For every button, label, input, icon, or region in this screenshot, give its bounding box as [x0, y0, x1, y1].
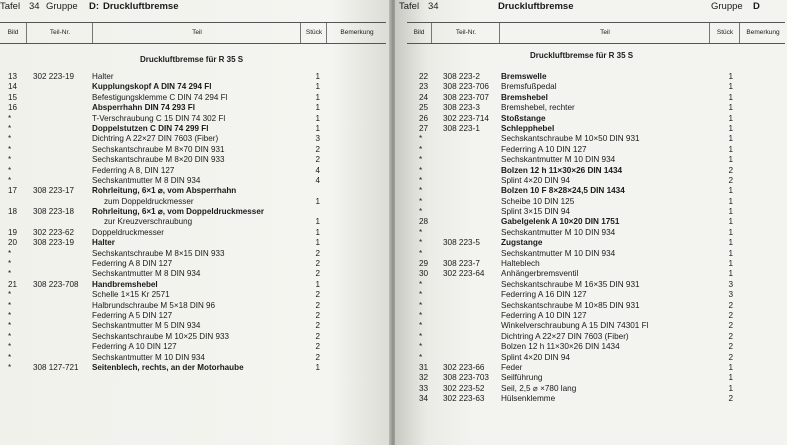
table-row [407, 301, 785, 311]
row-teil: Doppelstutzen C DIN 74 299 Fl [92, 123, 209, 133]
table-row [407, 332, 785, 342]
row-stueck: 4 [315, 165, 320, 175]
row-bild: * [419, 175, 423, 185]
table-row [0, 207, 386, 217]
table-row [0, 186, 386, 196]
row-teil: Sechskantmutter M 5 DIN 934 [92, 321, 201, 331]
row-teil: Feder [501, 362, 523, 372]
table-row [407, 186, 785, 196]
row-teil: Sechskantmutter M 8 DIN 934 [92, 175, 201, 185]
row-teil: Federring A 10 DIN 127 [501, 310, 587, 320]
row-teil: Federring A 10 DIN 127 [501, 144, 587, 154]
row-bild: * [419, 155, 423, 165]
row-bild: * [8, 269, 12, 279]
row-bild: * [8, 342, 12, 352]
row-stueck: 2 [315, 259, 320, 269]
table-row [0, 228, 386, 238]
row-bild: 26 [419, 113, 429, 123]
row-stueck: 1 [728, 123, 733, 133]
row-teil: Halter [92, 72, 114, 81]
row-stueck: 1 [728, 207, 733, 217]
row-teil: Anhängerbremsventil [501, 269, 579, 279]
right-page-header [395, 0, 787, 14]
row-bild: 30 [419, 269, 429, 279]
row-teil: Sechskantschraube M 8×20 DIN 933 [92, 155, 225, 165]
row-teil: Halter [92, 238, 115, 248]
table-row [407, 155, 785, 165]
col-bild: Bild [413, 29, 425, 36]
row-teil: Federring A 10 DIN 127 [92, 342, 177, 352]
row-teil-nr: 302 223-52 [443, 383, 485, 393]
row-stueck: 2 [728, 394, 733, 404]
row-bild: * [419, 300, 423, 310]
row-stueck: 1 [315, 103, 320, 113]
row-teil: Sechskantschraube M 8×15 DIN 933 [92, 248, 225, 258]
col-stueck: Stück [300, 23, 327, 43]
row-teil-nr: 308 223-1 [443, 123, 480, 133]
row-stueck: 2 [315, 269, 320, 279]
table-row [407, 134, 785, 144]
row-teil: Zugstange [501, 238, 543, 248]
row-teil-nr: 308 223-708 [33, 279, 79, 289]
row-stueck: 2 [728, 300, 733, 310]
row-teil: Halteblech [501, 259, 540, 269]
tafel-label: Tafel [0, 1, 21, 12]
row-bild: 22 [419, 72, 429, 81]
row-teil-nr: 308 127-721 [33, 362, 79, 372]
row-stueck: 1 [315, 72, 320, 81]
table-row [0, 114, 386, 124]
col-bemerkung: Bemerkung [326, 23, 387, 43]
table-row [0, 290, 386, 300]
row-teil-nr: 308 223-7 [443, 259, 480, 269]
row-stueck: 1 [728, 373, 733, 383]
table-row [407, 176, 785, 186]
row-stueck: 1 [728, 92, 733, 102]
row-stueck: 1 [315, 238, 320, 248]
row-bild: * [8, 144, 12, 154]
row-teil-nr: 308 223-707 [443, 92, 489, 102]
row-teil: Befestigungsklemme C DIN 74 294 Fl [92, 92, 228, 102]
row-stueck: 2 [315, 144, 320, 154]
row-bild: * [419, 331, 423, 341]
col-bemerkung: Bemerkung [739, 23, 786, 43]
row-teil: Federring A 8, DIN 127 [92, 165, 175, 175]
row-teil: Bolzen 12 h 11×30×26 DIN 1434 [501, 342, 620, 352]
table-row [407, 93, 785, 103]
row-teil: zur Kreuzverschraubung [104, 217, 193, 227]
row-bild: * [419, 186, 423, 196]
row-bild: * [8, 321, 12, 331]
row-stueck: 1 [728, 259, 733, 269]
row-bild: * [419, 196, 423, 206]
row-bild: * [8, 352, 12, 362]
row-teil: Schelle 1×15 Kr 2571 [92, 290, 170, 300]
row-teil: Handbremshebel [92, 279, 158, 289]
table-row [407, 342, 785, 352]
table-row [407, 82, 785, 92]
row-stueck: 2 [728, 165, 733, 175]
row-teil: Sechskantschraube M 10×50 DIN 931 [501, 134, 640, 144]
table-row [407, 373, 785, 383]
row-teil: Federring A 16 DIN 127 [501, 290, 587, 300]
row-stueck: 2 [315, 155, 320, 165]
table-row [0, 249, 386, 259]
row-bild: 31 [419, 362, 429, 372]
row-bild: * [419, 227, 423, 237]
row-stueck: 1 [315, 82, 320, 92]
table-row [407, 103, 785, 113]
row-bild: * [8, 165, 12, 175]
row-stueck: 1 [728, 82, 733, 92]
row-teil-nr: 308 223-3 [443, 103, 480, 113]
row-bild: 34 [419, 394, 429, 404]
row-teil: Bremsfußpedal [501, 82, 557, 92]
parts-list [407, 72, 785, 405]
gruppe-label: Gruppe [711, 1, 743, 12]
row-stueck: 1 [728, 227, 733, 237]
row-stueck: 1 [728, 134, 733, 144]
col-stueck: Stück [709, 23, 740, 43]
row-teil: Sechskantschraube M 8×70 DIN 931 [92, 144, 225, 154]
row-teil: Schlepphebel [501, 123, 555, 133]
row-teil: Sechskantschraube M 16×35 DIN 931 [501, 279, 640, 289]
row-bild: 28 [419, 217, 429, 227]
row-bild: 27 [419, 123, 429, 133]
row-stueck: 1 [315, 217, 320, 227]
table-row [0, 301, 386, 311]
table-row [407, 384, 785, 394]
row-teil: Splint 4×20 DIN 94 [501, 352, 570, 362]
row-bild: 14 [8, 82, 18, 92]
row-stueck: 2 [728, 310, 733, 320]
left-page-header [0, 0, 391, 14]
table-row [407, 311, 785, 321]
row-teil: Rohrleitung, 6×1 ⌀, vom Absperrhahn [92, 186, 237, 196]
row-stueck: 2 [315, 248, 320, 258]
row-teil: Dichtring A 22×27 DIN 7603 (Fiber) [92, 134, 219, 144]
table-row [0, 134, 386, 144]
table-row [407, 166, 785, 176]
row-teil-nr: 302 223-62 [33, 227, 74, 237]
row-teil: zum Doppeldruckmesser [104, 196, 194, 206]
row-stueck: 1 [315, 279, 320, 289]
row-bild: * [419, 165, 423, 175]
col-bild: Bild [7, 29, 19, 36]
row-stueck: 1 [728, 248, 733, 258]
row-stueck: 1 [315, 92, 320, 102]
table-row [0, 311, 386, 321]
gruppe-label: Gruppe [46, 1, 78, 12]
row-bild: * [419, 290, 423, 300]
table-row [0, 145, 386, 155]
section-title: Druckluftbremse für R 35 S [530, 51, 634, 60]
row-teil: Hülsenklemme [501, 394, 556, 404]
row-teil: Sechskantmutter M 10 DIN 934 [501, 155, 616, 165]
table-row [407, 197, 785, 207]
table-row [0, 280, 386, 290]
table-row [407, 145, 785, 155]
table-row [407, 217, 785, 227]
table-row [407, 228, 785, 238]
row-stueck: 1 [728, 217, 733, 227]
row-bild: * [8, 113, 12, 123]
column-header-bar [0, 22, 386, 44]
row-teil: Sechskantmutter M 10 DIN 934 [92, 352, 205, 362]
row-teil: Federring A 8 DIN 127 [92, 259, 173, 269]
row-teil-nr: 308 223-706 [443, 82, 489, 92]
row-teil-nr: 308 223-2 [443, 72, 480, 81]
table-row [0, 332, 386, 342]
row-stueck: 4 [315, 175, 320, 185]
row-bild: * [419, 279, 423, 289]
row-teil-nr: 308 223-17 [33, 186, 74, 196]
table-row [407, 207, 785, 217]
row-stueck: 1 [728, 144, 733, 154]
row-stueck: 2 [315, 342, 320, 352]
row-stueck: 2 [728, 321, 733, 331]
table-row [0, 197, 386, 207]
col-teil-nr: Teil-Nr. [26, 23, 93, 43]
row-bild: * [8, 123, 12, 133]
row-bild: * [419, 134, 423, 144]
table-row [407, 363, 785, 373]
row-teil: Scheibe 10 DIN 125 [501, 196, 575, 206]
table-row [0, 103, 386, 113]
row-stueck: 3 [315, 134, 320, 144]
row-teil: Rohrleitung, 6×1 ⌀, vom Doppeldruckmesser [92, 207, 264, 217]
row-stueck: 3 [728, 279, 733, 289]
row-stueck: 1 [315, 196, 320, 206]
table-row [407, 124, 785, 134]
row-teil: Absperrhahn DIN 74 293 Fl [92, 103, 196, 113]
table-row [0, 72, 386, 82]
row-teil-nr: 302 223-66 [443, 362, 485, 372]
row-teil: Gabelgelenk A 10×20 DIN 1751 [501, 217, 620, 227]
table-row [407, 72, 785, 82]
row-stueck: 2 [315, 352, 320, 362]
table-row [0, 166, 386, 176]
parts-list [0, 72, 386, 373]
row-stueck: 2 [315, 331, 320, 341]
row-bild: 19 [8, 227, 18, 237]
row-stueck: 1 [315, 123, 320, 133]
row-bild: 33 [419, 383, 429, 393]
left-page [0, 0, 391, 445]
row-teil: Sechskantmutter M 10 DIN 934 [501, 227, 616, 237]
row-bild: 16 [8, 103, 18, 113]
row-bild: * [419, 238, 423, 248]
row-stueck: 2 [315, 321, 320, 331]
row-stueck: 1 [728, 186, 733, 196]
row-bild: * [419, 352, 423, 362]
row-stueck: 2 [728, 331, 733, 341]
row-stueck: 1 [728, 362, 733, 372]
row-stueck: 1 [315, 227, 320, 237]
row-stueck: 1 [728, 269, 733, 279]
row-bild: * [419, 144, 423, 154]
row-teil: Seitenblech, rechts, an der Motorhaube [92, 362, 244, 372]
section-title: Druckluftbremse für R 35 S [140, 55, 244, 64]
row-teil: Seil, 2,5 ⌀ ×780 lang [501, 383, 577, 393]
table-row [0, 176, 386, 186]
row-bild: 13 [8, 72, 18, 81]
row-teil-nr: 302 223-63 [443, 394, 485, 404]
row-teil: Sechskantschraube M 10×25 DIN 933 [92, 331, 230, 341]
table-row [0, 259, 386, 269]
page-title: Druckluftbremse [498, 1, 574, 12]
row-teil-nr: 308 223-19 [33, 238, 74, 248]
row-bild: * [419, 248, 423, 258]
row-teil: Bremswelle [501, 72, 547, 81]
row-teil: Sechskantschraube M 10×85 DIN 931 [501, 300, 640, 310]
row-teil: Sechskantmutter M 10 DIN 934 [501, 248, 616, 258]
col-teil: Teil [92, 23, 301, 43]
row-bild: * [419, 310, 423, 320]
row-teil-nr: 302 223-19 [33, 72, 74, 81]
row-bild: * [8, 300, 12, 310]
row-stueck: 1 [728, 72, 733, 81]
row-stueck: 1 [728, 103, 733, 113]
gruppe-letter: D: [89, 1, 100, 12]
row-teil: T-Verschraubung C 15 DIN 74 302 Fl [92, 113, 226, 123]
row-teil: Bolzen 10 F 8×28×24,5 DIN 1434 [501, 186, 625, 196]
row-teil: Splint 4×20 DIN 94 [501, 175, 570, 185]
row-stueck: 2 [728, 342, 733, 352]
page-title: Druckluftbremse [103, 1, 179, 12]
table-row [0, 155, 386, 165]
row-teil-nr: 308 223-18 [33, 207, 74, 217]
row-stueck: 1 [315, 362, 320, 372]
row-teil: Halbrundschraube M 5×18 DIN 96 [92, 300, 216, 310]
row-stueck: 1 [728, 238, 733, 248]
table-row [0, 238, 386, 248]
table-row [0, 342, 386, 352]
row-bild: * [8, 259, 12, 269]
row-stueck: 1 [728, 155, 733, 165]
row-bild: * [8, 310, 12, 320]
row-stueck: 3 [728, 290, 733, 300]
table-row [407, 238, 785, 248]
table-row [0, 321, 386, 331]
table-row [0, 217, 386, 227]
table-row [407, 249, 785, 259]
row-bild: 32 [419, 373, 429, 383]
column-header-bar [407, 22, 785, 44]
table-row [0, 124, 386, 134]
col-teil-nr: Teil-Nr. [431, 23, 500, 43]
row-teil-nr: 302 223-714 [443, 113, 489, 123]
row-bild: 25 [419, 103, 429, 113]
row-bild: 23 [419, 82, 429, 92]
row-bild: * [8, 134, 12, 144]
row-teil: Splint 3×15 DIN 94 [501, 207, 570, 217]
table-row [407, 353, 785, 363]
row-bild: * [419, 207, 423, 217]
table-row [407, 321, 785, 331]
row-teil: Bremshebel [501, 92, 548, 102]
row-teil-nr: 308 223-5 [443, 238, 480, 248]
row-stueck: 2 [728, 352, 733, 362]
row-teil: Seilführung [501, 373, 543, 383]
row-stueck: 2 [315, 310, 320, 320]
row-teil: Kupplungskopf A DIN 74 294 Fl [92, 82, 212, 92]
row-bild: 18 [8, 207, 18, 217]
table-row [0, 82, 386, 92]
row-stueck: 2 [728, 175, 733, 185]
row-teil: Stoßstange [501, 113, 546, 123]
table-row [407, 269, 785, 279]
row-teil-nr: 308 223-703 [443, 373, 489, 383]
row-stueck: 1 [315, 113, 320, 123]
row-bild: * [8, 290, 12, 300]
row-bild: * [8, 175, 12, 185]
row-bild: 21 [8, 279, 18, 289]
row-teil: Federring A 5 DIN 127 [92, 310, 173, 320]
row-bild: * [8, 155, 12, 165]
row-bild: 29 [419, 259, 429, 269]
row-teil: Bolzen 12 h 11×30×26 DIN 1434 [501, 165, 623, 175]
col-teil: Teil [499, 23, 710, 43]
row-bild: 24 [419, 92, 429, 102]
row-teil-nr: 302 223-64 [443, 269, 485, 279]
table-row [407, 114, 785, 124]
row-teil: Bremshebel, rechter [501, 103, 575, 113]
row-teil: Sechskantmutter M 8 DIN 934 [92, 269, 201, 279]
row-bild: * [419, 321, 423, 331]
row-teil: Dichtring A 22×27 DIN 7603 (Fiber) [501, 331, 629, 341]
row-bild: * [419, 342, 423, 352]
row-bild: 15 [8, 92, 18, 102]
tafel-number: 34 [428, 1, 439, 12]
table-row [0, 93, 386, 103]
right-page [395, 0, 787, 445]
gruppe-letter: D [753, 1, 760, 12]
row-stueck: 2 [315, 290, 320, 300]
row-bild: 17 [8, 186, 18, 196]
table-row [407, 280, 785, 290]
table-row [0, 269, 386, 279]
table-row [0, 353, 386, 363]
row-bild: * [8, 362, 12, 372]
row-teil: Winkelverschraubung A 15 DIN 74301 Fl [501, 321, 649, 331]
row-bild: * [8, 248, 12, 258]
table-row [407, 290, 785, 300]
tafel-label: Tafel [399, 1, 420, 12]
tafel-number: 34 [29, 1, 40, 12]
table-row [0, 363, 386, 373]
row-teil: Doppeldruckmesser [92, 227, 164, 237]
row-stueck: 1 [728, 113, 733, 123]
row-stueck: 1 [728, 196, 733, 206]
table-row [407, 394, 785, 404]
row-stueck: 1 [728, 383, 733, 393]
row-stueck: 2 [315, 300, 320, 310]
table-row [407, 259, 785, 269]
row-bild: 20 [8, 238, 18, 248]
row-bild: * [8, 331, 12, 341]
